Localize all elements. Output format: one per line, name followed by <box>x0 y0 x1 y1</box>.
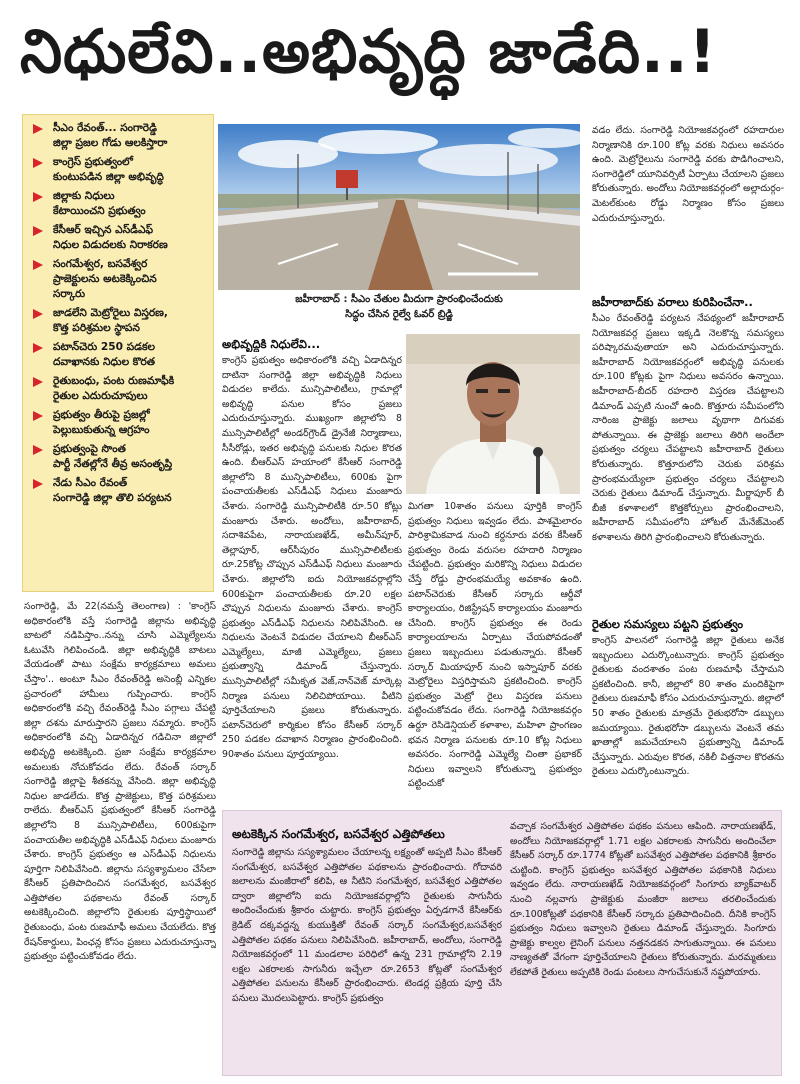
summary-item-text: సంగమేశ్వర, బసవేశ్వర ప్రాజెక్టులను అటకెక్కించిన సర్కారు <box>53 258 157 300</box>
triangle-bullet-icon <box>33 309 43 319</box>
col-far-right-top: వడం లేదు. సంగారెడ్డి నియోజకవర్గంలో రహదారుల నిర్మాణానికి రూ.100 కోట్ల వరకు నిధులు అవసరం ఉంది. మెట్రోరైలును సంగారెడ్డి వరకు పొడిగించాలని, సంగారెడ్డిలో యూనివర్సిటీ ఏర్పాటు చేయాలని ప్రజలు కోరుతున్నారు. అందోలు నియోజకవర్గంలో అల్లాదుర్గం-మెటల్‌కుంట రోడ్డు నిర్మాణం కోసం ప్రజలు ఎదురుచూస్తున్నారు. <box>592 125 784 224</box>
triangle-bullet-icon <box>33 124 43 134</box>
summary-box <box>22 114 214 592</box>
zaheerabad-heading: జహీరాబాద్‌కు వరాలు కురిపించేనా.. <box>592 295 753 309</box>
triangle-bullet-icon <box>33 411 43 421</box>
triangle-bullet-icon <box>33 226 43 236</box>
summary-item <box>31 442 207 472</box>
bridge-photo <box>218 124 580 290</box>
summary-item-text: జిల్లాకు నిధులు కేటాయించని ప్రభుత్వం <box>53 190 146 217</box>
triangle-bullet-icon <box>33 479 43 489</box>
zaheerabad-body: సీఎం రేవంత్‌రెడ్డి పర్యటన నేపథ్యంలో జహీరాబాద్‌ నియోజకవర్గ ప్రజలు ఇక్కడి నెలకొన్న సమస్యలు పరిష్కారమవుతాయా అని ఎదురుచూస్తున్నారు. జహీరాబాద్‌ నియోజకవర్గంలో అభివృద్ధి పనులకు రూ.100 కోట్లకు పైగా నిధులు అవసరం ఉన్నాయి. జహీరాబాద్‌-బీదర్‌ రహదారి విస్తరణ చేపట్టాలని డిమాండ్‌ ఎప్పటి నుంచో ఉంది. కొత్తూరు సమీపంలోని నారింజ ప్రాజెక్టు జలాలు వృథాగా దిగువకు పోతున్నాయి. ఈ ప్రాజెక్టు జలాలు తిరిగి అందేలా ప్రభుత్వం చర్యలు చేపట్టాలని జహీరాబాద్‌ రైతులు కోరుతున్నారు. కొత్తూరులోని చెరుకు పరిశ్రమ ప్రారంభమయ్యేలా ప్రభుత్వం చర్యలు చేపట్టాలని చెరుకు రైతులు డిమాండ్‌ చేస్తున్నారు. మీర్జాపూర్‌ బీ బీజీ కళాశాలలో కొత్తకోర్సులు ప్రారంభించాలని, జహీరాబాద్‌ సమీపంలోని హోటల్‌ మేనేజ్‌మెంట్‌ కళాశాలను తిరిగి ప్రారంభించాలని కోరుతున్నారు. <box>592 313 784 543</box>
summary-item-text: పటాన్‌చెరు 250 పడకల దవాఖానకు నిధుల కొరత <box>53 341 156 368</box>
bridge-caption: జహీరాబాద్‌ : సీఎం చేతుల మీదుగా ప్రారంభించేందుకు సిద్ధం చేసిన రైల్వే ఓవర్‌ బ్రిడ్జి <box>295 294 503 320</box>
summary-item <box>31 374 207 404</box>
triangle-bullet-icon <box>33 158 43 168</box>
box-left-body: సంగారెడ్డి జిల్లాను సస్యశ్యామలం చేయాలన్న లక్ష్యంతో అప్పటి సీఎం కేసీఆర్‌ సంగమేశ్వర, బసవేశ్వర ఎత్తిపోతల పథకాలను ప్రారంభించారు. గోదావరి జలాలను మంజీరాలో కలిపి, ఆ నీటిని సంగమేశ్వర, బసవేశ్వర ఎత్తిపోతల ద్వారా జిల్లాలోని ఐదు నియోజకవర్గాల్లోని రైతులకు సాగునీరు అందించేందుకు శ్రీకారం చుట్టారు. కాంగ్రెస్‌ ప్రభుత్వం ఏర్పడగానే కేసీఆర్‌కు క్రెడిట్‌ దక్కవద్దన్న కుయుక్తితో రేవంత్‌ సర్కార్‌ సంగమేశ్వర,బసవేశ్వర ఎత్తిపోతల పథకం పనులు నిలిపివేసింది. జహీరాబాద్‌, అందోలు, సంగారెడ్డి నియోజకవర్గంలో 11 మండలాల పరిధిలో ఉన్న 231 గ్రామాల్లోని 2.19 లక్షల ఎకరాలకు సాగునీరు ఇచ్చేలా రూ.2653 కోట్లతో సంగమేశ్వర ఎత్తిపోతల పనులను కేసీఆర్‌ ప్రారంభించారు. టెండర్ల ప్రక్రియ పూర్తి చేసి పనులు మొదలుపెట్టారు. కాంగ్రెస్‌ ప్రభుత్వం <box>232 847 502 1004</box>
triangle-bullet-icon <box>33 343 43 353</box>
summary-item <box>31 257 207 302</box>
col-right-lower-body: మిగతా 10శాతం పనులు పూర్తికి కాంగ్రెస్‌ ప్రభుత్వం నిధులు ఇవ్వడం లేదు. పాశమైలారం పారిశ్రామికవాడ నుంచి కర్దనూరు వరకు కేసీఆర్‌ ప్రభుత్వం రెండు వరుసల రహదారి నిర్మాణం చేపట్టింది. ప్రభుత్వం మరికొన్ని నిధులు విడుదల చేస్తే రోడ్డు ప్రారంభమయ్యే అవకాశం ఉంది. పటాన్‌చెరుకు కేసీఆర్‌ సర్కారు ఆర్డీవో కార్యాలయం, రిజిస్ట్రేషన్‌ కార్యాలయం మంజూరు చేసింది. కాంగ్రెస్‌ ప్రభుత్వం ఈ రెండు కార్యాలయాలను ఏర్పాటు చేయపోవడంతో ప్రజలు ఇబ్బందులు పడుతున్నారు. కేసీఆర్‌ సర్కార్‌ మియాపూర్‌ నుంచి ఇస్నాపూర్‌ వరకు మెట్రోరైలు విస్తరిస్తామని ప్రకటించింది. కాంగ్రెస్‌ ప్రభుత్వం మెట్రో రైలు విస్తరణ పనులు పట్టించుకోవడం లేదు. సంగారెడ్డి నియోజకవర్గం ఉర్దూ రెసిడెన్షియల్‌ కళాశాల, మహిళా ప్రాంగణం భవన నిర్మాణ పనులకు రూ.10 కోట్ల నిధులు అవసరం. సంగారెడ్డి ఎమ్మెల్యే చింతా ప్రభాకర్‌ నిధులు ఇవ్వాలని కోరుతున్నా ప్రభుత్వం పట్టించుకో <box>408 501 582 790</box>
summary-item <box>31 189 207 219</box>
triangle-bullet-icon <box>33 377 43 387</box>
summary-item-text: కాంగ్రెస్‌ ప్రభుత్వంలో కుంటుపడిన జిల్లా అభివృద్ధి <box>53 156 164 183</box>
triangle-bullet-icon <box>33 260 43 270</box>
box-heading: అటకెక్కిన సంగమేశ్వర, బసవేశ్వర ఎత్తిపోతలు <box>232 827 445 841</box>
farmers-heading: రైతుల సమస్యలు పట్టని ప్రభుత్వం <box>592 617 744 631</box>
summary-item <box>31 476 207 506</box>
triangle-bullet-icon <box>33 192 43 202</box>
summary-item-text: ప్రభుత్వం తీరుపై ప్రజల్లో పెల్లుబుకుతున్న ఆగ్రహం <box>53 409 150 436</box>
summary-item-text: సీఎం రేవంత్‌... సంగారెడ్డి జిల్లా ప్రజల గోడు ఆలకిస్తారా <box>53 122 168 149</box>
summary-item-text: రైతుబంధు, పంట రుణమాఫీకి రైతుల ఎదురుచూపులు <box>53 375 175 402</box>
summary-item <box>31 408 207 438</box>
bridge-illustration <box>218 124 580 290</box>
headline: నిధులేవి..అభివృద్ధి జాడేది..! <box>20 17 717 87</box>
summary-item <box>31 306 207 336</box>
summary-item-text: నేడు సీఎం రేవంత్‌ సంగారెడ్డి జిల్లా తొలి పర్యటన <box>53 477 172 504</box>
summary-item-text: ప్రభుత్వంపై సొంత పార్టీ నేతల్లోనే తీవ్ర అసంతృప్తి <box>53 443 173 470</box>
summary-item <box>31 223 207 253</box>
box-right-body: వచ్చాక సంగమేశ్వర ఎత్తిపోతల పథకం పనులు ఆపింది. నారాయణఖేడ్‌, అందోలు నియోజకవర్గాల్లో 1.71 లక్షల ఎకరాలకు సాగునీరు అందించేలా కేసీఆర్‌ సర్కార్‌ రూ.1774 కోట్లతో బసవేశ్వర ఎత్తిపోతల పథకానికి శ్రీకారం చుట్టింది. కాంగ్రెస్‌ ప్రభుత్వం బసవేశ్వర ఎత్తిపోతల పథకానికి నిధులు ఇవ్వడం లేదు. నారాయణఖేడ్‌ నియోజకవర్గంలో సింగూరు బ్యాక్‌వాటర్‌ నుంచి నల్లవాగు ప్రాజెక్టుకు మంజీరా జలాలు తరలించేందుకు రూ.100కోట్లతో పథకానికి కేసీఆర్‌ సర్కారు ప్రతిపాదించింది. దీనికి కాంగ్రెస్‌ ప్రభుత్వం నిధులు ఇవ్వాలని రైతులు డిమాండ్‌ చేస్తున్నారు. సింగూరు ప్రాజెక్టు కాల్వల లైనింగ్‌ పనులు నత్తనడకన సాగుతున్నాయి. ఈ పనులు నాణ్యతతో వేగంగా పూర్తిచేయాలని రైతులు కోరుతున్నారు. మరమ్మతులు లేకపోతే రైతులు అప్పటికి రెండు పంటలు సాగుచేసుకునే నష్టపోయారు. <box>510 821 776 978</box>
summary-item <box>31 340 207 370</box>
summary-item <box>31 121 207 151</box>
summary-item-text: కేసీఆర్‌ ఇచ్చిన ఎస్‌డీఎఫ్‌ నిధుల విడుదలకు నిరాకరణ <box>53 224 168 251</box>
col-mid-body: కాంగ్రెస్‌ ప్రభుత్వం అధికారంలోకి వచ్చి ఏడాదిన్నర దాటినా సంగారెడ్డి జిల్లా అభివృద్ధికి నిధులు విడుదల కాలేదు. మున్సిపాలిటీలు, గ్రామాల్లో అభివృద్ధి పనుల కోసం ప్రజలు ఎదురుచూస్తున్నారు. ముఖ్యంగా జిల్లాలోని 8 మున్సిపాలిటీల్లో అండర్‌గ్రౌండ్‌ డ్రైనేజీ నిర్మాణాలు, సీసీరోడ్లు, ఇతర అభివృద్ధి పనులకు నిధుల కొరత ఉంది. బీఆర్‌ఎస్‌ హయాంలో కేసీఆర్‌ సంగారెడ్డి జిల్లాలోని 8 మున్సిపాలిటీలు, 600కు పైగా పంచాయతీలకు ఎస్‌డీఎఫ్‌ నిధులు మంజూరు చేశారు. సంగారెడ్డి మున్సిపాలిటీకి రూ.50 కోట్లు మంజూరు చేశారు. అందోలు, జహీరాబాద్‌, సదాశివపేట, నారాయణఖేడ్‌, అమీన్‌పూర్‌, తెల్లాపూర్‌, ఆర్‌సీపురం మున్సిపాలిటీలకు రూ.25కోట్ల చొప్పున ఎస్‌డీఎఫ్‌ నిధులు మంజూరు చేశారు. జిల్లాలోని ఐదు నియోజకవర్గాల్లోని 600కుపైగా పంచాయతీలకు రూ.20 లక్షల చొప్పున నిధులను మంజూరు చేశారు. కాంగ్రెస్‌ ప్రభుత్వం ఎస్‌డీఎఫ్‌ నిధులను నిలిపివేసింది. ఆ నిధులను వెంటనే విడుదల చేయాలని బీఆర్‌ఎస్‌ ఎమ్మెల్యేలు, మాజీ ఎమ్మెల్యేలు, ప్రజలు ప్రభుత్వాన్ని డిమాండ్‌ చేస్తున్నారు. మున్సిపాలిటీల్లో సమీకృత వెజ్‌,నాన్‌వెజ్‌ మార్కెట్ల నిర్మాణ పనులు నిలిచిపోయాయి. వీటిని పూర్తిచేయాలని ప్రజలు కోరుతున్నారు. పటాన్‌చెరులో కార్మికుల కోసం కేసీఆర్‌ సర్కార్‌ 250 పడకల దవాఖాన నిర్మాణం ప్రారంభించింది. 90శాతం పనులు పూర్తయ్యాయి. <box>222 355 402 761</box>
triangle-bullet-icon <box>33 445 43 455</box>
summary-item-text: జాడలేని మెట్రోరైలు విస్తరణ, కొత్త పరిశ్రమల స్థాపన <box>53 307 168 334</box>
farmers-body: కాంగ్రెస్‌ పాలనలో సంగారెడ్డి జిల్లా రైతులు అనేక ఇబ్బందులు ఎదుర్కొంటున్నారు. కాంగ్రెస్‌ ప్రభుత్వం రైతులకు వందశాతం పంట రుణమాఫీ చేస్తామని ప్రకటించింది. కానీ, జిల్లాలో 80 శాతం మందికిపైగా రైతులు రుణమాఫీ కోసం ఎదురుచూస్తున్నారు. జిల్లాలో 50 శాతం రైతులకు మాత్రమే రైతుభరోసా డబ్బులు జమయ్యాయి. రైతుభరోసా డబ్బులను వెంటనే తమ ఖాతాల్లో జమచేయాలని ప్రభుత్వాన్ని డిమాండ్‌ చేస్తున్నారు. ఎరువుల కొరత, నకిలీ విత్తనాల కొరతను రైతులు ఎదుర్కొంటున్నారు. <box>592 635 784 778</box>
portrait-illustration <box>406 334 580 494</box>
col-left-body: సంగారెడ్డి, మే 22(నమస్తే తెలంగాణ) : 'కాంగ్రెస్‌ అధికారంలోకి వస్తే సంగారెడ్డి జిల్లాను అభివృద్ధి బాటలో నడిపిస్తాం..నన్ను చూసి ఎమ్మెల్యేలను ఓటువేసి గెలిపించండి. జిల్లా అభివృద్ధికి బాటలు వేయడంతో పాటు సంక్షేమ కార్యక్రమాలు అమలు చేస్తాం'.. అంటూ సీఎం రేవంత్‌రెడ్డి అసెంబ్లీ ఎన్నికల ప్రచారంలో హామీలు గుప్పించారు. కాంగ్రెస్‌ అధికారంలోకి వచ్చి రేవంత్‌రెడ్డి సీఎం పగ్గాలు చేపట్టి జిల్లా దశను మారుస్తారని ప్రజలు నమ్మారు. కాంగ్రెస్‌ అధికారంలోకి వచ్చి ఏడాదిన్నర గడిచినా జిల్లాలో అభివృద్ధి అటకెక్కింది. ప్రజా సంక్షేమ కార్యక్రమాల అమలుకు నోచుకోవడం లేదు. రేవంత్‌ సర్కార్‌ సంగారెడ్డి జిల్లాపై శీతకన్ను వేసింది. జిల్లా అభివృద్ధి నిధుల జాడలేదు. కొత్త ప్రాజెక్టులు, కొత్త పరిశ్రమలు రాలేదు. బీఆర్‌ఎస్‌ ప్రభుత్వంలో కేసీఆర్‌ సంగారెడ్డి జిల్లాలోని 8 మున్సిపాలిటీలు, 600కుపైగా పంచాయతీల అభివృద్ధికి ఎస్‌డీఎఫ్‌ నిధులు మంజూరు చేశారు. కాంగ్రెస్‌ ప్రభుత్వం ఆ ఎస్‌డీఎఫ్‌ నిధులను పూర్తిగా నిలిపివేసింది. జిల్లాను సస్యశ్యామలం చేసేలా కేసీఆర్‌ ప్రతిపాదించిన సంగమేశ్వర, బసవేశ్వర ఎత్తిపోతల పథకాలను రేవంత్‌ సర్కార్‌ అటకెక్కించింది. జిల్లాలోని రైతులకు పూర్తిస్థాయిలో రైతుబంధు, పంట రుణమాఫీ అమలు చేయలేదు. కొత్త రేషన్‌కార్డులు, పింఛన్ల కోసం ప్రజలు ఎదురుచూస్తున్నా ప్రభుత్వం పట్టించుకోవడం లేదు. <box>24 601 216 963</box>
dev-heading: అభివృద్ధికి నిధులేవి... <box>222 337 321 351</box>
summary-item <box>31 155 207 185</box>
cm-portrait-photo <box>406 334 580 494</box>
summary-list <box>31 121 207 506</box>
